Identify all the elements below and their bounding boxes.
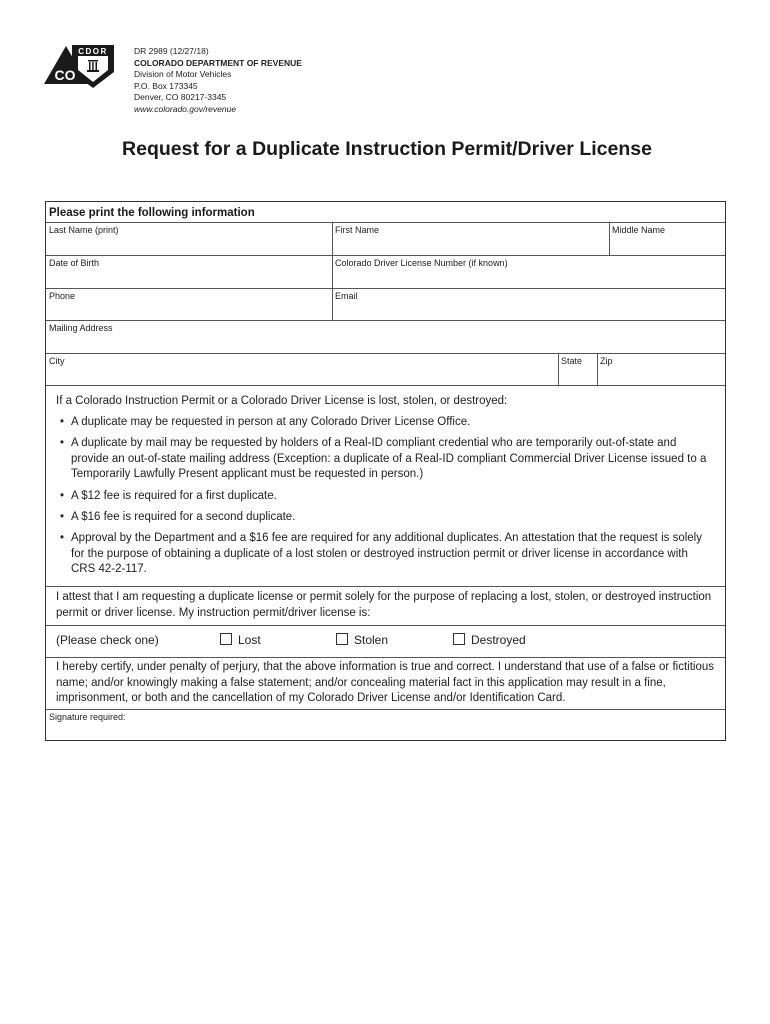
lost-checkbox[interactable] bbox=[220, 633, 261, 647]
state-field[interactable]: State bbox=[561, 356, 583, 366]
checkbox-icon bbox=[453, 633, 465, 645]
license-number-field[interactable]: Colorado Driver License Number (if known) bbox=[335, 258, 508, 268]
divider bbox=[46, 657, 725, 658]
page-title: Request for a Duplicate Instruction Permit/Driver License bbox=[122, 138, 652, 160]
divider bbox=[46, 222, 725, 223]
divider bbox=[332, 222, 333, 320]
intro-text: If a Colorado Instruction Permit or a Colorado Driver License is lost, stolen, or destroyed: bbox=[56, 395, 508, 407]
check-prompt: (Please check one) bbox=[56, 633, 159, 647]
list-item bbox=[60, 531, 713, 578]
form-id: DR 2989 (12/27/18) bbox=[134, 46, 209, 56]
divider bbox=[46, 709, 725, 710]
logo-co: CO bbox=[54, 67, 76, 83]
divider bbox=[597, 353, 598, 385]
divider bbox=[46, 288, 725, 289]
bullet-icon: • bbox=[60, 490, 65, 502]
zip-field[interactable]: Zip bbox=[600, 356, 613, 366]
bullet-icon: • bbox=[60, 437, 65, 449]
list-item bbox=[60, 510, 713, 526]
city-state-zip: Denver, CO 80217-3345 bbox=[134, 92, 227, 102]
bullet-icon: • bbox=[60, 511, 65, 523]
divider bbox=[46, 586, 725, 587]
phone-field[interactable]: Phone bbox=[49, 291, 76, 301]
website-link[interactable]: www.colorado.gov/revenue bbox=[134, 103, 237, 114]
divider bbox=[558, 353, 559, 385]
division-name: Division of Motor Vehicles bbox=[134, 69, 232, 79]
po-box: P.O. Box 173345 bbox=[134, 80, 198, 91]
divider bbox=[46, 320, 725, 321]
bullet-text: A $16 fee is required for a second duplicate. bbox=[71, 511, 296, 523]
bullet-text: A duplicate may be requested in person at any Colorado Driver License Office. bbox=[71, 416, 471, 428]
destroyed-checkbox[interactable] bbox=[453, 633, 526, 647]
agency-info bbox=[134, 46, 302, 115]
divider bbox=[609, 222, 610, 255]
attest-text: I attest that I am requesting a duplicate license or permit solely for the purpose of replacing a lost, stolen, or destroyed instruction permit or driver license. My instruction permit/driver license is: bbox=[56, 591, 712, 619]
certify-text: I hereby certify, under penalty of perjury, that the above information is true and correct. I understand that use of a false or fictitious name; and/or knowingly making a false statement; and/or concealing material fact in this application may result in a fine, imprisonment, or both and the cancellation of my Colorado Driver License and/or Identification Card. bbox=[56, 661, 714, 704]
divider bbox=[46, 385, 725, 386]
bullet-text: A duplicate by mail may be requested by holders of a Real-ID compliant credential who are temporarily out-of-state and provide an out-of-state mailing address (Exception: a duplicate of a Real-ID compliant Commercial Driver License issued to a Temporarily Lawfully Present applicant must be requested in person.) bbox=[71, 437, 707, 480]
destroyed-label: Destroyed bbox=[471, 633, 526, 647]
checkbox-icon bbox=[220, 633, 232, 645]
section-heading: Please print the following information bbox=[49, 207, 255, 219]
bullet-text: Approval by the Department and a $16 fee are required for any additional duplicates. An attestation that the request is solely for the purpose of obtaining a duplicate of a lost stolen or destroyed instruction permit or driver license in accordance with CRS 42-2-117. bbox=[71, 532, 702, 575]
divider bbox=[46, 255, 725, 256]
stolen-checkbox[interactable] bbox=[336, 633, 388, 647]
logo-text: CDOR bbox=[78, 47, 108, 56]
divider bbox=[46, 353, 725, 354]
checkbox-icon bbox=[336, 633, 348, 645]
list-item bbox=[60, 489, 713, 505]
signature-field[interactable]: Signature required: bbox=[49, 712, 126, 722]
bullet-icon: • bbox=[60, 416, 65, 428]
lost-label: Lost bbox=[238, 633, 261, 647]
form-box bbox=[45, 201, 726, 741]
list-item bbox=[60, 415, 713, 431]
city-field[interactable]: City bbox=[49, 356, 65, 366]
bullet-text: A $12 fee is required for a first duplicate. bbox=[71, 490, 277, 502]
bullet-icon: • bbox=[60, 532, 65, 544]
email-field[interactable]: Email bbox=[335, 291, 358, 301]
divider bbox=[46, 625, 725, 626]
department-name: COLORADO DEPARTMENT OF REVENUE bbox=[134, 57, 302, 68]
first-name-field[interactable]: First Name bbox=[335, 225, 380, 235]
dob-field[interactable]: Date of Birth bbox=[49, 258, 100, 268]
middle-name-field[interactable]: Middle Name bbox=[612, 225, 666, 235]
mailing-address-field[interactable]: Mailing Address bbox=[49, 323, 113, 333]
stolen-label: Stolen bbox=[354, 633, 389, 647]
last-name-field[interactable]: Last Name (print) bbox=[49, 225, 119, 235]
cdor-logo bbox=[44, 44, 124, 90]
list-item bbox=[60, 436, 713, 483]
